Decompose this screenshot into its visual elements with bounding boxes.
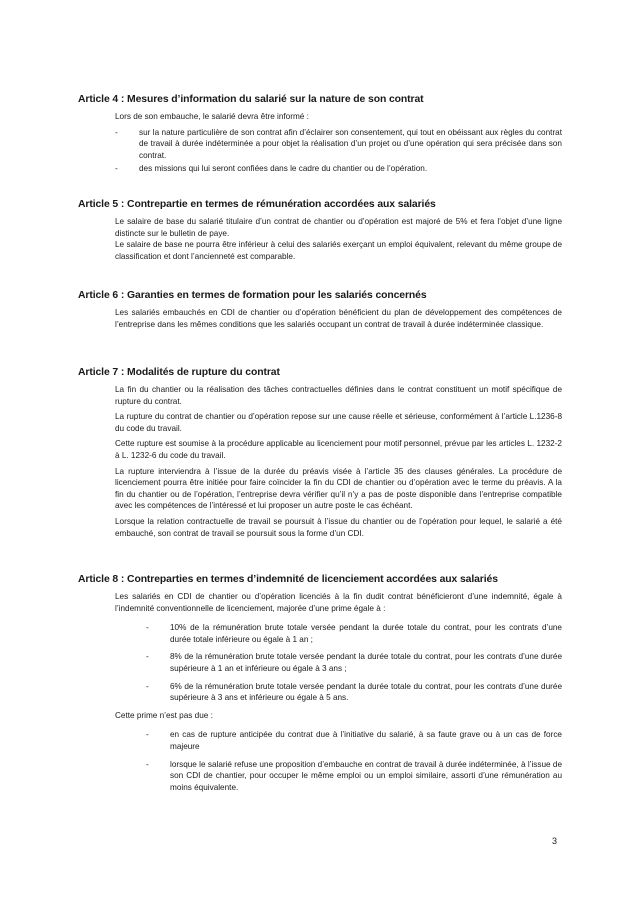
article-7-title: Article 7 : Modalités de rupture du contrat bbox=[78, 367, 280, 378]
list-item-text: sur la nature particulière de son contrat afin d’éclairer son consentement, qui tout en obéissant aux règles du contrat de travail à durée indéterminée a pour objet la réalisation d’un projet ou d’une opération qui sera précisée dans son contrat. bbox=[139, 127, 562, 160]
article-4-title: Article 4 : Mesures d’information du salarié sur la nature de son contrat bbox=[78, 94, 424, 105]
article-7-paragraph: Lorsque la relation contractuelle de travail se poursuit à l’issue du chantier ou de l’opération pour lequel, le salarié a été embauché, son contrat de travail se poursuit sous la forme d’un CDI. bbox=[115, 516, 562, 538]
article-7 bbox=[78, 366, 562, 543]
article-7-paragraph: La fin du chantier ou la réalisation des tâches contractuelles définies dans le contrat constituent un motif spécifique de rupture du contrat. bbox=[115, 385, 562, 406]
article-5-body bbox=[115, 216, 562, 262]
list-item bbox=[115, 163, 562, 175]
article-5 bbox=[78, 198, 562, 266]
article-6 bbox=[78, 289, 562, 334]
article-8 bbox=[78, 573, 562, 799]
article-8-exclusion-list bbox=[115, 729, 562, 793]
article-5-paragraph: Le salaire de base ne pourra être inférieur à celui des salariés exerçant un emploi équivalent, relevant du même groupe de classification et dont l’ancienneté est comparable. bbox=[115, 240, 562, 261]
list-item-text: 10% de la rémunération brute totale versée pendant la durée totale du contrat, pour les contrats d’une durée totale inférieure ou égale à 1 an ; bbox=[170, 623, 562, 644]
list-item-text: 8% de la rémunération brute totale versée pendant la durée totale du contrat, pour les contrats d’une durée supérieure à 1 an et inférieure ou égale à 3 ans ; bbox=[170, 652, 562, 673]
list-item bbox=[115, 681, 562, 704]
bullet-dash: - bbox=[146, 681, 149, 691]
article-6-title: Article 6 : Garanties en termes de formation pour les salariés concernés bbox=[78, 290, 427, 301]
list-item bbox=[115, 729, 562, 752]
list-item-text: en cas de rupture anticipée du contrat due à l’initiative du salarié, à sa faute grave ou à un cas de force majeure bbox=[170, 730, 562, 751]
bullet-dash: - bbox=[146, 652, 149, 662]
bullet-dash: - bbox=[115, 164, 118, 174]
article-4-list bbox=[115, 127, 562, 175]
article-7-paragraph: Cette rupture est soumise à la procédure applicable au licenciement pour motif personnel, prévue par les articles L. 1232-2 à L. 1232-6 du code du travail. bbox=[115, 439, 562, 460]
article-7-paragraph: La rupture du contrat de chantier ou d’opération repose sur une cause réelle et sérieuse, conformément à l’article L.1236-8 du code du travail. bbox=[115, 412, 562, 433]
bullet-dash: - bbox=[115, 127, 118, 137]
page-number: 3 bbox=[552, 836, 558, 846]
article-8-prime-list bbox=[115, 622, 562, 704]
article-6-paragraph: Les salariés embauchés en CDI de chantier ou d’opération bénéficient du plan de développement des compétences de l’entreprise dans les mêmes conditions que les salariés occupant un contrat de travail à durée indéterminée classique. bbox=[115, 308, 562, 329]
list-item bbox=[115, 127, 562, 162]
article-8-intro: Les salariés en CDI de chantier ou d’opération licenciés à la fin dudit contrat bénéficieront d’une indemnité, égale à l’indemnité conventionnelle de licenciement, majorée d’une prime égale à : bbox=[115, 592, 562, 613]
article-8-exclusion-intro: Cette prime n’est pas due : bbox=[115, 710, 213, 720]
list-item bbox=[115, 651, 562, 674]
list-item bbox=[115, 622, 562, 645]
list-item-text: 6% de la rémunération brute totale versée pendant la durée totale du contrat, pour les contrats d’une durée supérieure à 3 ans et inférieure ou égale à 5 ans. bbox=[170, 681, 562, 703]
bullet-dash: - bbox=[146, 730, 149, 740]
article-5-title: Article 5 : Contrepartie en termes de rémunération accordées aux salariés bbox=[78, 199, 436, 210]
bullet-dash: - bbox=[146, 759, 149, 769]
article-7-paragraph: La rupture interviendra à l’issue de la durée du préavis visée à l’article 35 des clauses générales. La procédure de licenciement pourra être initiée pour faire coïncider la fin du CDI de chantier ou d’opération avec le terme du préavis. A la fin du chantier ou de l’opération, l’entreprise devra vérifier qu’il n’y a pas de poste disponible dans l’entreprise compatible avec les compétences de l’intéressé et lui proposer un autre poste le cas échéant. bbox=[115, 466, 562, 511]
list-item-text: lorsque le salarié refuse une proposition d’embauche en contrat de travail à durée indéterminée, à l’issue de son CDI de chantier, pour occuper le même emploi ou un emploi similaire, assorti d’une rémunération au moins équivalente. bbox=[170, 759, 562, 792]
article-8-title: Article 8 : Contreparties en termes d’indemnité de licenciement accordées aux salariés bbox=[78, 574, 498, 585]
article-4-paragraph: Lors de son embauche, le salarié devra être informé : bbox=[115, 112, 309, 121]
bullet-dash: - bbox=[146, 623, 149, 633]
article-7-body bbox=[115, 384, 562, 539]
article-4 bbox=[78, 93, 562, 177]
list-item bbox=[115, 759, 562, 794]
list-item-text: des missions qui lui seront confiées dans le cadre du chantier ou de l’opération. bbox=[139, 164, 428, 174]
article-4-body bbox=[115, 111, 562, 175]
article-8-body bbox=[115, 591, 562, 793]
article-5-paragraph: Le salaire de base du salarié titulaire d’un contrat de chantier ou d’opération est majoré de 5% et fera l’objet d’une ligne distincte sur le bulletin de paye. bbox=[115, 217, 562, 238]
article-6-body bbox=[115, 307, 562, 330]
